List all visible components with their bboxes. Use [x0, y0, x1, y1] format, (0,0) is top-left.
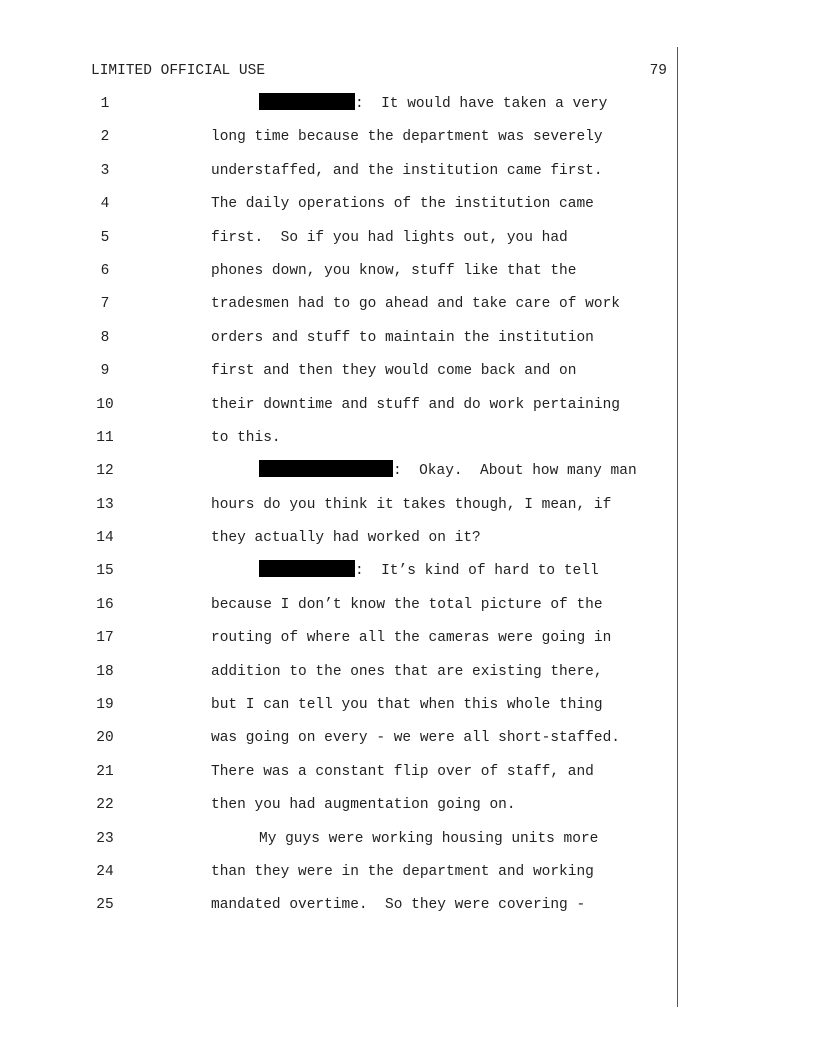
line-number: 10 [96, 396, 114, 413]
redaction-block [259, 93, 355, 110]
line-number: 8 [100, 329, 110, 346]
transcript-line [0, 292, 816, 325]
line-number: 2 [100, 129, 110, 146]
transcript-line [0, 593, 816, 626]
transcript-line [0, 493, 816, 526]
line-number: 1 [100, 96, 110, 112]
transcript-line [0, 92, 816, 125]
line-text: mandated overtime. So they were covering - [211, 897, 586, 914]
transcript-line [0, 559, 816, 592]
transcript-line [0, 893, 816, 926]
line-number: 14 [96, 530, 114, 547]
line-number: 17 [96, 630, 114, 647]
transcript-line [0, 793, 816, 826]
transcript-line [0, 827, 816, 860]
line-number: 12 [96, 463, 114, 480]
transcript-line [0, 693, 816, 726]
transcript-line [0, 359, 816, 392]
transcript-line [0, 192, 816, 225]
line-number: 18 [96, 663, 114, 680]
page-number: 79 [649, 63, 667, 79]
classification-marking: LIMITED OFFICIAL USE [91, 63, 266, 79]
line-text: The daily operations of the institution came [211, 196, 594, 213]
line-number: 25 [96, 897, 114, 914]
line-number: 13 [96, 496, 114, 513]
transcript-line [0, 326, 816, 359]
line-text: understaffed, and the institution came first. [211, 162, 603, 179]
line-text: their downtime and stuff and do work pertaining [211, 396, 620, 413]
transcript-line [0, 393, 816, 426]
line-number: 9 [100, 363, 110, 380]
page-header [91, 61, 667, 81]
transcript-line [0, 526, 816, 559]
line-text: phones down, you know, stuff like that the [211, 262, 577, 279]
transcript-line [0, 660, 816, 693]
transcript-line [0, 426, 816, 459]
speaker-text: : It would have taken a very [355, 96, 608, 112]
transcript-body [0, 92, 816, 927]
line-text: There was a constant flip over of staff, and [211, 763, 594, 780]
line-text: then you had augmentation going on. [211, 797, 516, 814]
line-text [259, 559, 599, 583]
transcript-line [0, 125, 816, 158]
line-text: hours do you think it takes though, I mean, if [211, 496, 612, 513]
line-text: addition to the ones that are existing there, [211, 663, 603, 680]
line-number: 23 [96, 830, 114, 847]
line-text: first. So if you had lights out, you had [211, 229, 568, 246]
transcript-line [0, 226, 816, 259]
transcript-line [0, 159, 816, 192]
transcript-line [0, 860, 816, 893]
line-text: My guys were working housing units more [259, 830, 599, 847]
line-text: tradesmen had to go ahead and take care of work [211, 296, 620, 313]
line-number: 5 [100, 229, 110, 246]
line-text: orders and stuff to maintain the institution [211, 329, 594, 346]
line-text: they actually had worked on it? [211, 530, 481, 547]
speaker-text: : Okay. About how many man [393, 463, 637, 480]
line-text [259, 92, 607, 116]
line-number: 19 [96, 697, 114, 714]
line-number: 22 [96, 797, 114, 814]
redaction-block [259, 560, 355, 577]
transcript-line [0, 626, 816, 659]
line-number: 4 [100, 196, 110, 213]
transcript-line [0, 760, 816, 793]
speaker-text: : It’s kind of hard to tell [355, 563, 599, 580]
line-number: 20 [96, 730, 114, 747]
line-text: long time because the department was severely [211, 129, 603, 146]
transcript-line [0, 726, 816, 759]
line-text [259, 459, 637, 483]
line-text: than they were in the department and working [211, 863, 594, 880]
transcript-line [0, 459, 816, 492]
line-text: to this. [211, 429, 281, 446]
line-number: 7 [100, 296, 110, 313]
line-text: but I can tell you that when this whole thing [211, 697, 603, 714]
line-number: 6 [100, 262, 110, 279]
line-text: routing of where all the cameras were going in [211, 630, 612, 647]
line-text: because I don’t know the total picture of the [211, 596, 603, 613]
redaction-block [259, 460, 393, 477]
line-number: 24 [96, 863, 114, 880]
line-number: 15 [96, 563, 114, 580]
line-text: was going on every - we were all short-staffed. [211, 730, 620, 747]
line-number: 3 [100, 162, 110, 179]
transcript-line [0, 259, 816, 292]
line-text: first and then they would come back and on [211, 363, 577, 380]
line-number: 16 [96, 596, 114, 613]
line-number: 11 [96, 429, 114, 446]
line-number: 21 [96, 763, 114, 780]
